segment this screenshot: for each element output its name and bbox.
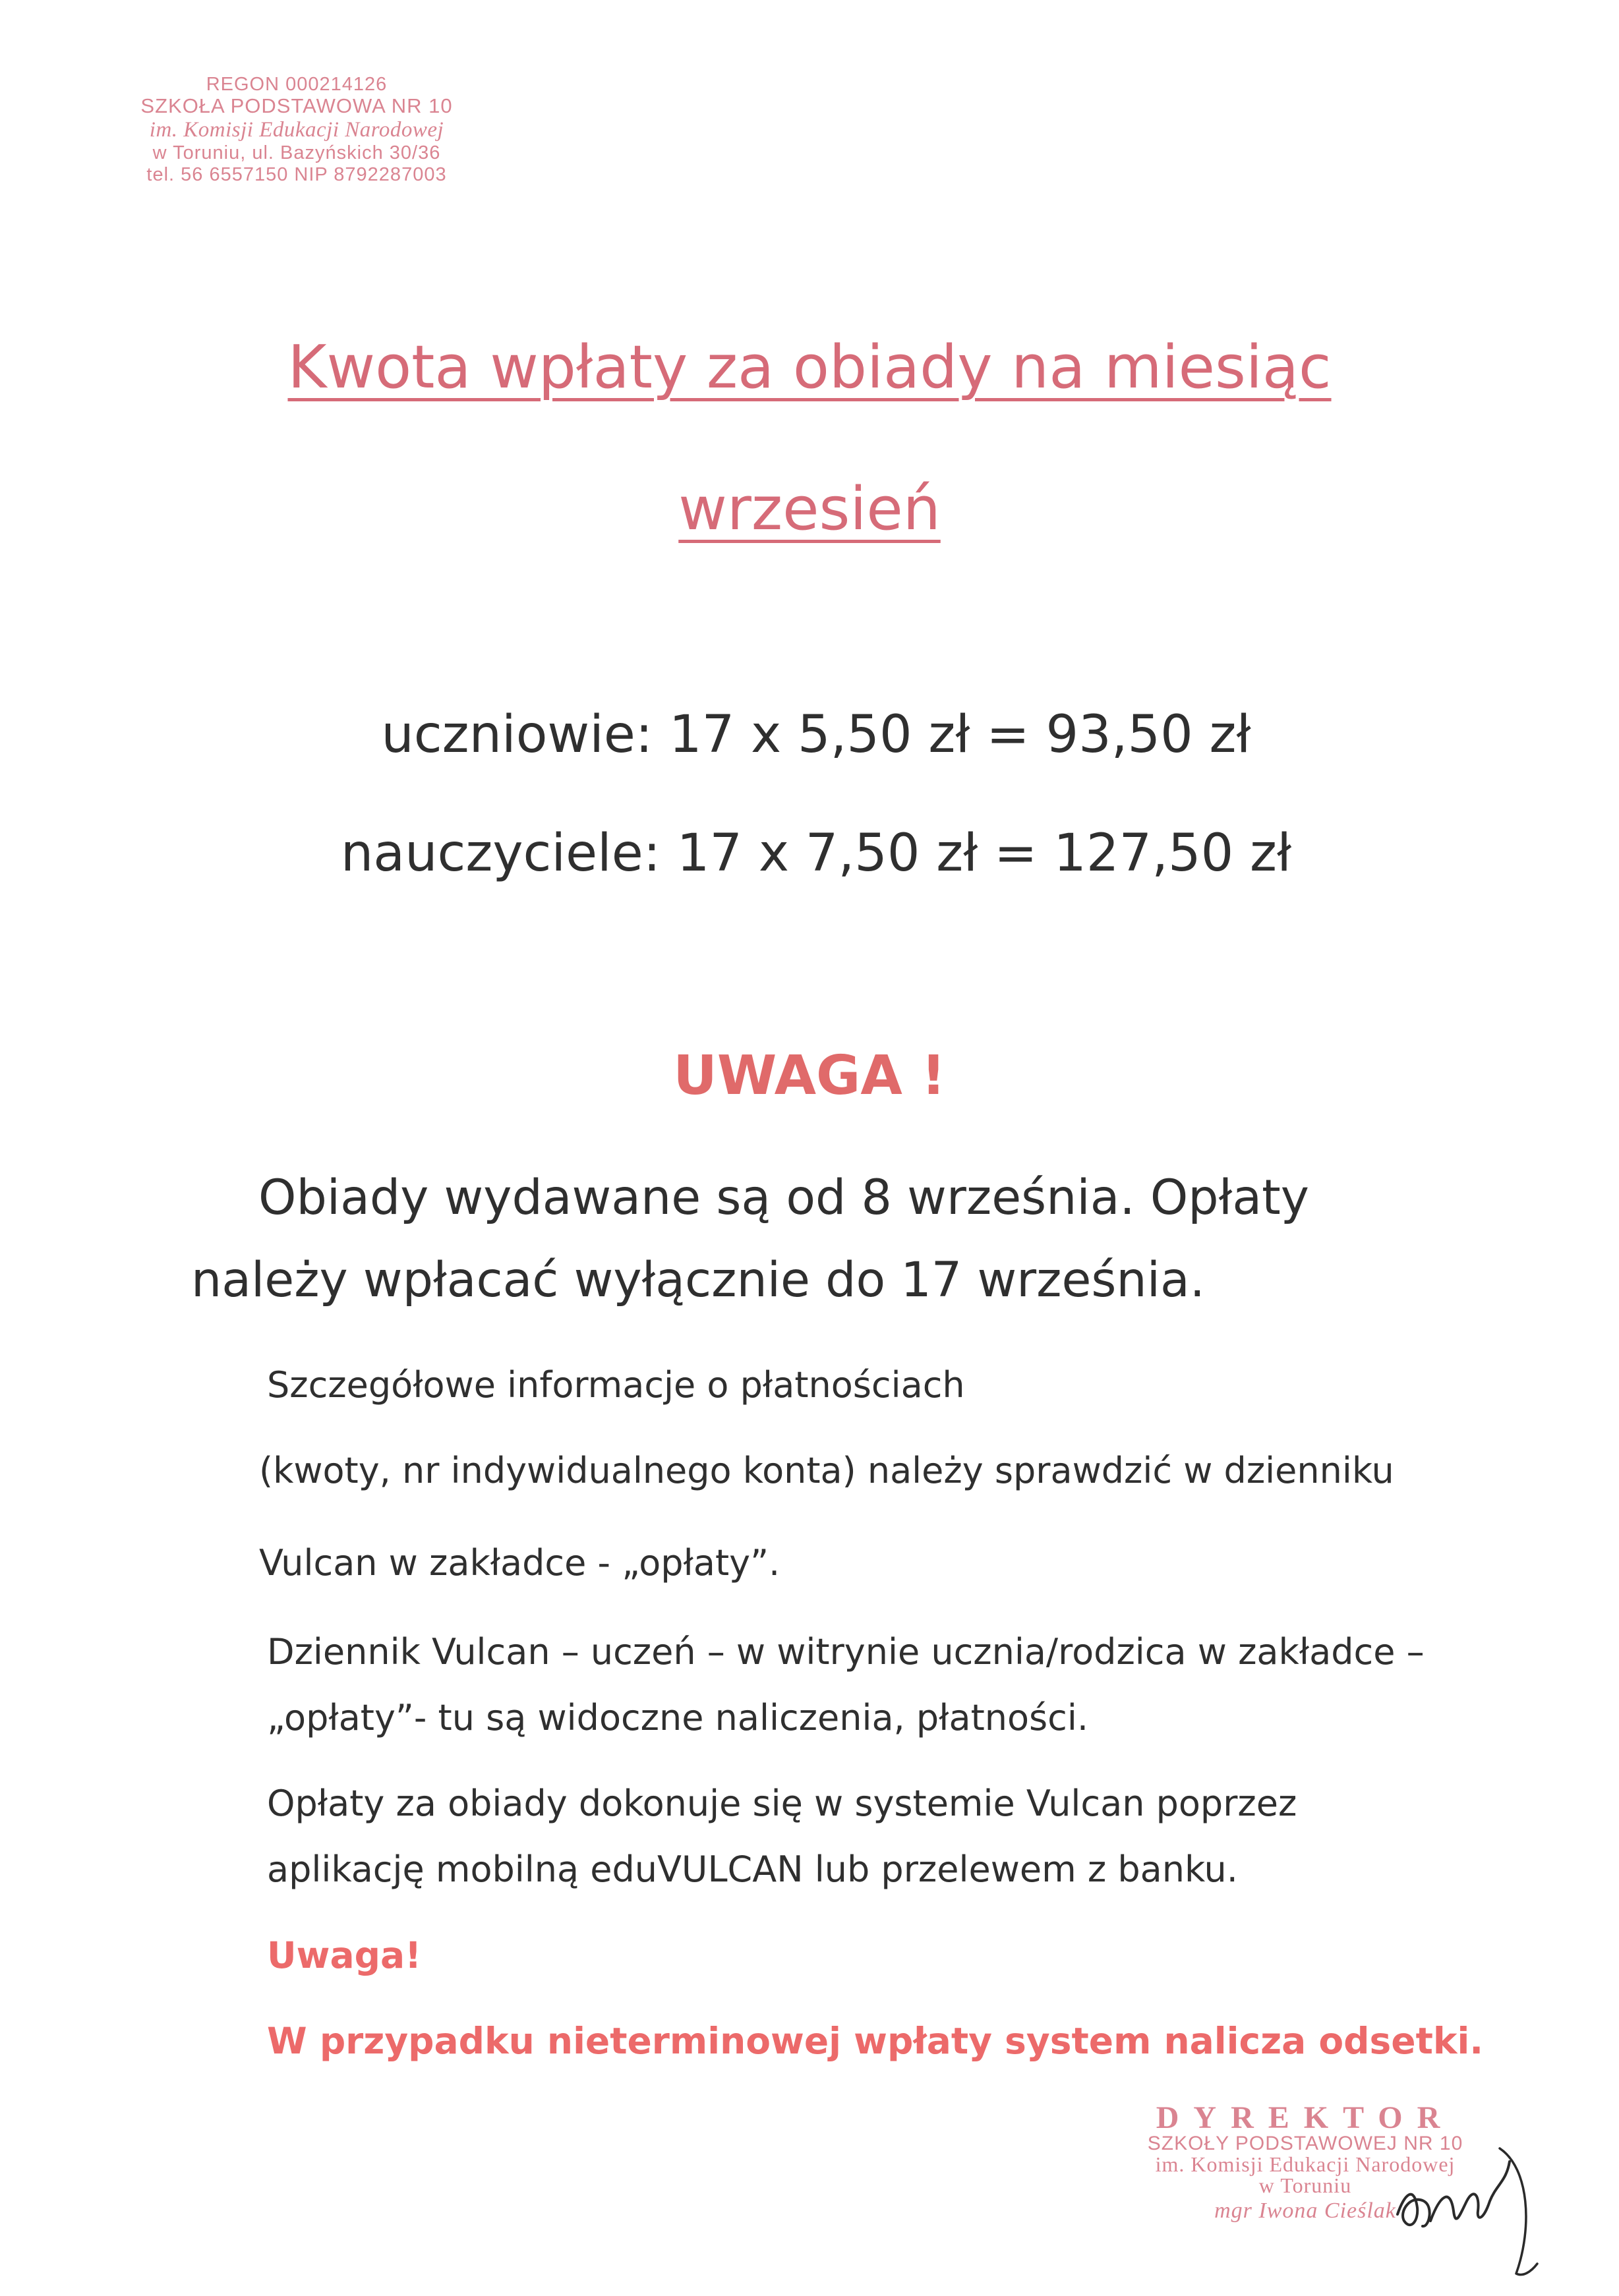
director-stamp-name: mgr Iwona Cieślak: [1214, 2198, 1396, 2223]
info-p1-line2: (kwoty, nr indywidualnego konta) należy sprawdzić w dzienniku: [259, 1450, 1394, 1491]
payment-deadline-line: należy wpłacać wyłącznie do 17 września.: [191, 1252, 1205, 1308]
director-stamp-title: DYREKTOR: [1156, 2100, 1455, 2135]
info-p2-line2: „opłaty”- tu są widoczne naliczenia, płatności.: [267, 1697, 1089, 1738]
signature-mark: [1358, 2122, 1556, 2293]
notice-heading: UWAGA !: [673, 1045, 946, 1107]
info-p1-line1: Szczegółowe informacje o płatnościach: [267, 1364, 965, 1406]
director-stamp-school: SZKOŁY PODSTAWOWEJ NR 10: [1147, 2133, 1463, 2154]
info-p3-line1: Opłaty za obiady dokonuje się w systemie Vulcan poprzez: [267, 1783, 1297, 1824]
title-line-2: wrzesień: [678, 474, 941, 544]
stamp-regon: REGON 000214126: [206, 74, 388, 95]
page-title: [0, 333, 1619, 402]
stamp-phone-nip: tel. 56 6557150 NIP 8792287003: [146, 163, 447, 185]
director-stamp-city: w Toruniu: [1258, 2173, 1352, 2197]
stamp-address: w Toruniu, ul. Bazyńskich 30/36: [152, 142, 441, 164]
director-stamp-patron: im. Komisji Edukacji Narodowej: [1155, 2152, 1456, 2176]
students-amount: uczniowie: 17 x 5,50 zł = 93,50 zł: [381, 705, 1251, 764]
teachers-amount: nauczyciele: 17 x 7,50 zł = 127,50 zł: [340, 824, 1292, 883]
warning-label: Uwaga!: [267, 1934, 422, 1976]
warning-text: W przypadku nieterminowej wpłaty system nalicza odsetki.: [267, 2020, 1484, 2062]
page-subtitle: [0, 474, 1619, 544]
stamp-patron: im. Komisji Edukacji Narodowej: [149, 118, 444, 142]
info-p1-line3: Vulcan w zakładce - „opłaty”.: [259, 1542, 780, 1584]
info-p3-line2: aplikację mobilną eduVULCAN lub przelewem z banku.: [267, 1849, 1238, 1890]
title-line-1: Kwota wpłaty za obiady na miesiąc: [287, 333, 1332, 402]
stamp-school-name: SZKOŁA PODSTAWOWA NR 10: [140, 94, 453, 118]
school-stamp: [112, 74, 481, 185]
serving-dates-line: Obiady wydawane są od 8 września. Opłaty: [258, 1170, 1309, 1226]
info-p2-line1: Dziennik Vulcan – uczeń – w witrynie ucznia/rodzica w zakładce –: [267, 1631, 1425, 1673]
